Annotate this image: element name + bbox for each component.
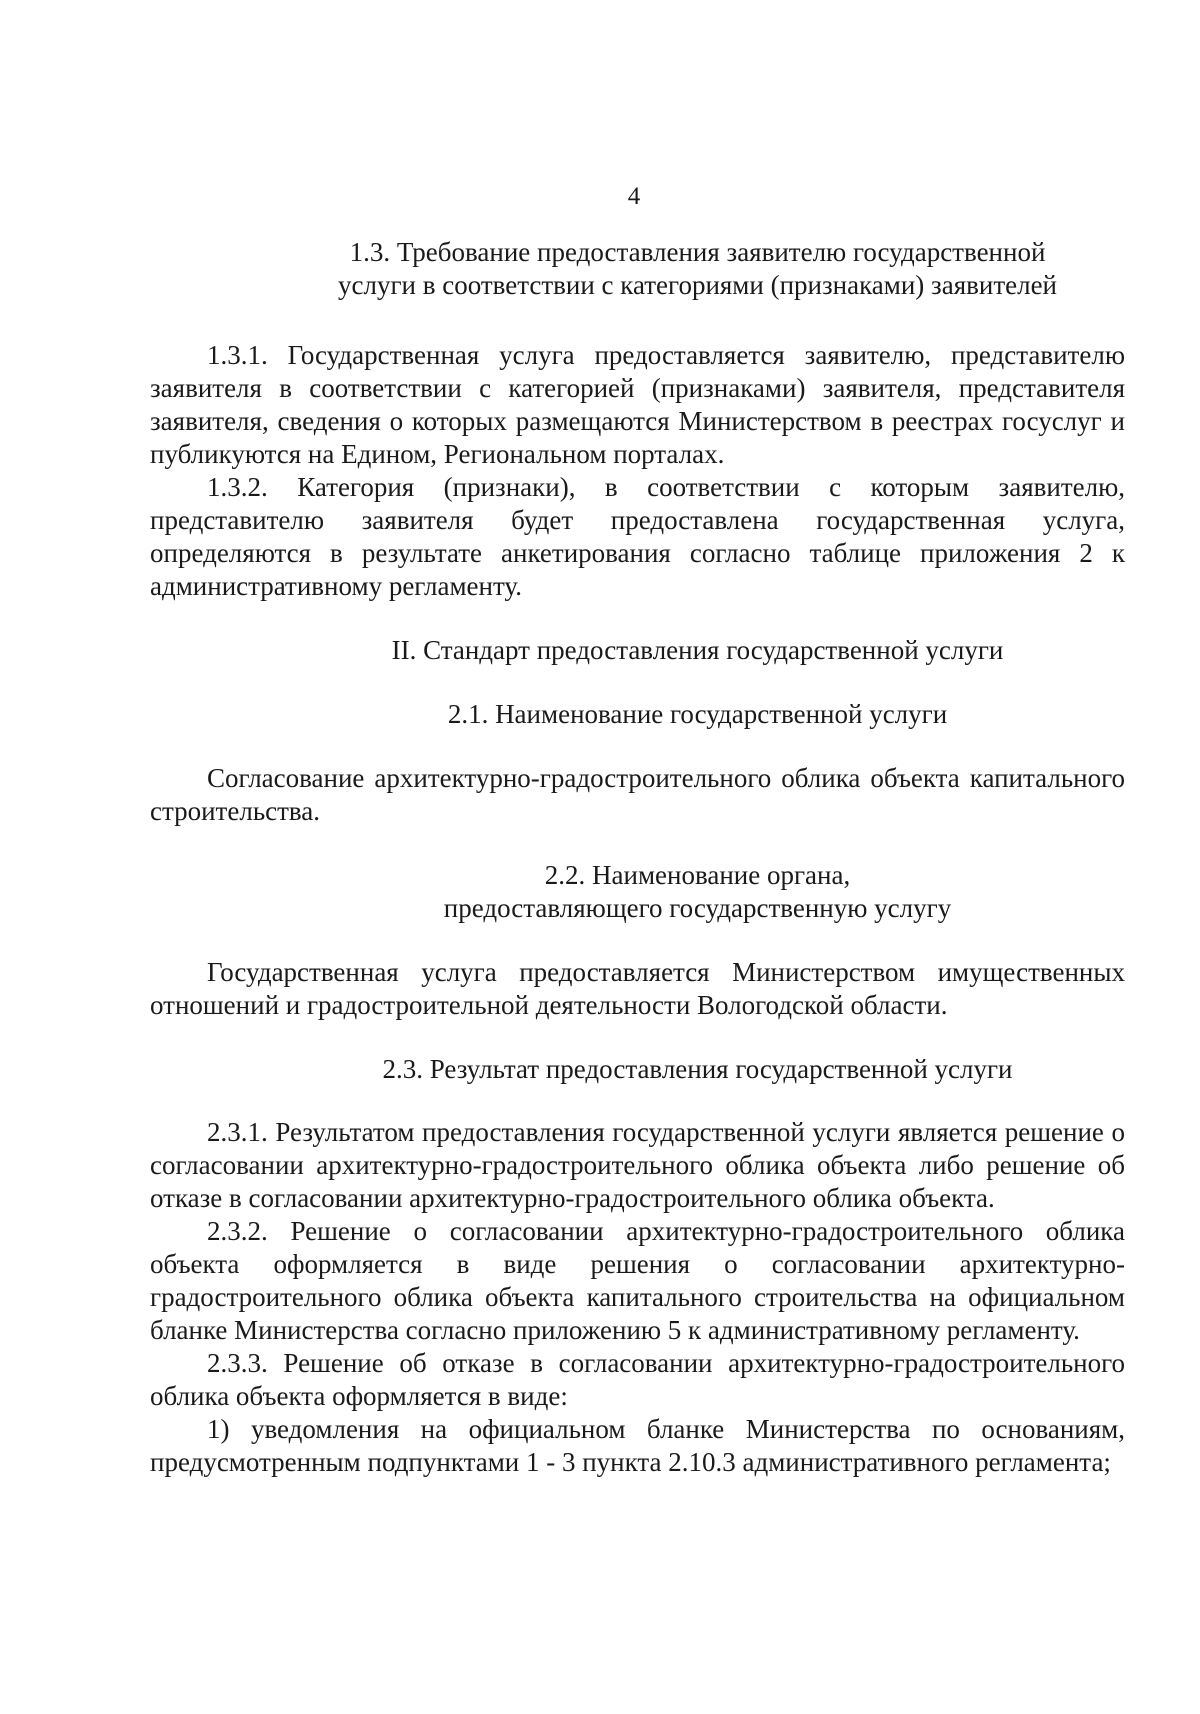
paragraph-2-2: Государственная услуга предоставляется Министерством имущественных отношений и градостроительной деятельности Вологодской области. bbox=[150, 957, 1125, 1020]
spacer bbox=[150, 925, 1125, 956]
paragraph-2-3-3: 2.3.3. Решение об отказе в согласовании архитектурно-градостроительного облика объекта оформляется в виде: bbox=[150, 1348, 1125, 1411]
document-body bbox=[150, 236, 1125, 1479]
heading-1-3-line-2: услуги в соответствии с категориями (признаками) заявителей bbox=[337, 270, 1058, 300]
spacer bbox=[150, 1022, 1125, 1053]
page-number: 4 bbox=[627, 183, 641, 210]
heading-1-3 bbox=[150, 236, 1125, 302]
spacer bbox=[150, 603, 1125, 634]
heading-2-2-line-1: 2.2. Наименование органа, bbox=[544, 860, 851, 890]
heading-2-1: 2.1. Наименование государственной услуги bbox=[447, 699, 948, 729]
heading-2-3: 2.3. Результат предоставления государственной услуги bbox=[382, 1054, 1013, 1084]
paragraph-2-3-2: 2.3.2. Решение о согласовании архитектурно-градостроительного облика объекта оформляется в виде решения о согласовании архитектурно-градостроительного облика объекта капитального строительства на официальном бланке Министерства согласно приложению 5 к административному регламенту. bbox=[150, 1216, 1125, 1345]
paragraph-1-3-2: 1.3.2. Категория (признаки), в соответствии с которым заявителю, представителю заявителя будет предоставлена государственная услуга, определяются в результате анкетирования согласно таблице приложения 2 к административному регламенту. bbox=[150, 472, 1125, 601]
heading-2-2-line-2: предоставляющего государственную услугу bbox=[443, 893, 952, 923]
spacer bbox=[150, 731, 1125, 762]
spacer bbox=[150, 667, 1125, 698]
paragraph-2-3-1: 2.3.1. Результатом предоставления государственной услуги является решение о согласовании архитектурно-градостроительного облика объекта либо решение об отказе в согласовании архитектурно-градостроительного облика объекта. bbox=[150, 1117, 1125, 1213]
heading-2-2 bbox=[150, 859, 1125, 925]
paragraph-1-3-1: 1.3.1. Государственная услуга предоставляется заявителю, представителю заявителя в соответствии с категорией (признаками) заявителя, представителя заявителя, сведения о которых размещаются Министерством в реестрах госуслуг и публикуются на Едином, Региональном порталах. bbox=[150, 340, 1125, 469]
heading-1-3-line-1: 1.3. Требование предоставления заявителю государственной bbox=[349, 237, 1046, 267]
spacer bbox=[150, 1086, 1125, 1116]
spacer bbox=[150, 828, 1125, 859]
paragraph-item-1: 1) уведомления на официальном бланке Министерства по основаниям, предусмотренным подпунктами 1 - 3 пункта 2.10.3 административного регламента; bbox=[150, 1414, 1125, 1477]
paragraph-2-1: Согласование архитектурно-градостроительного облика объекта капитального строительства. bbox=[150, 763, 1125, 826]
heading-section-2: II. Стандарт предоставления государственной услуги bbox=[391, 635, 1004, 665]
spacer bbox=[150, 302, 1125, 339]
